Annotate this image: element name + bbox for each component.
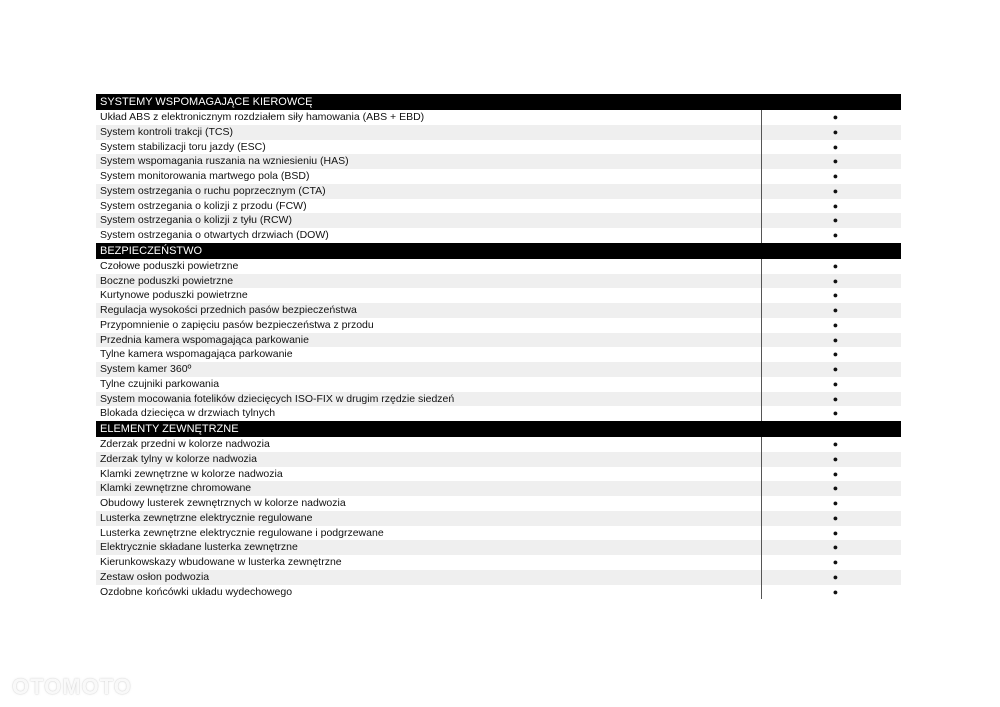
feature-label: Lusterka zewnętrzne elektrycznie regulowane i podgrzewane xyxy=(96,526,762,541)
availability-mark: ● xyxy=(832,378,839,389)
table-row xyxy=(96,228,901,243)
availability-mark: ● xyxy=(832,408,839,419)
availability-mark: ● xyxy=(832,571,839,582)
table-row xyxy=(96,540,901,555)
availability-mark: ● xyxy=(832,349,839,360)
availability-mark: ● xyxy=(832,215,839,226)
feature-label: System wspomagania ruszania na wzniesieniu (HAS) xyxy=(96,154,762,169)
table-row xyxy=(96,347,901,362)
table-row xyxy=(96,154,901,169)
table-row xyxy=(96,288,901,303)
section-header-exterior: ELEMENTY ZEWNĘTRZNE xyxy=(96,421,901,437)
feature-label: Tylne czujniki parkowania xyxy=(96,377,762,392)
feature-label: System kontroli trakcji (TCS) xyxy=(96,125,762,140)
feature-label: Lusterka zewnętrzne elektrycznie regulowane xyxy=(96,511,762,526)
feature-label: System ostrzegania o ruchu poprzecznym (CTA) xyxy=(96,184,762,199)
spec-table xyxy=(96,94,901,599)
table-row xyxy=(96,392,901,407)
availability-mark: ● xyxy=(832,542,839,553)
feature-label: System ostrzegania o kolizji z tyłu (RCW) xyxy=(96,213,762,228)
feature-label: Przednia kamera wspomagająca parkowanie xyxy=(96,333,762,348)
table-row xyxy=(96,362,901,377)
table-row xyxy=(96,140,901,155)
feature-label: Układ ABS z elektronicznym rozdziałem siły hamowania (ABS + EBD) xyxy=(96,110,762,125)
availability-mark: ● xyxy=(832,468,839,479)
table-row xyxy=(96,184,901,199)
availability-mark: ● xyxy=(832,319,839,330)
table-row xyxy=(96,318,901,333)
feature-label: Kurtynowe poduszki powietrzne xyxy=(96,288,762,303)
table-row xyxy=(96,377,901,392)
table-row xyxy=(96,452,901,467)
feature-label: Zderzak tylny w kolorze nadwozia xyxy=(96,452,762,467)
feature-label: Zderzak przedni w kolorze nadwozia xyxy=(96,437,762,452)
table-row xyxy=(96,511,901,526)
availability-mark: ● xyxy=(832,512,839,523)
feature-label: Obudowy lusterek zewnętrznych w kolorze nadwozia xyxy=(96,496,762,511)
section-header-driver-assist: SYSTEMY WSPOMAGAJĄCE KIEROWCĘ xyxy=(96,94,901,110)
table-row xyxy=(96,274,901,289)
availability-mark: ● xyxy=(832,393,839,404)
availability-mark: ● xyxy=(832,171,839,181)
availability-mark: ● xyxy=(832,557,839,567)
feature-label: System kamer 360º xyxy=(96,362,762,377)
table-row xyxy=(96,333,901,348)
table-row xyxy=(96,467,901,482)
availability-mark: ● xyxy=(832,141,839,152)
feature-label: Zestaw osłon podwozia xyxy=(96,570,762,585)
table-row xyxy=(96,481,901,496)
table-row xyxy=(96,437,901,452)
availability-mark: ● xyxy=(832,185,839,196)
feature-label: Czołowe poduszki powietrzne xyxy=(96,259,762,274)
feature-label: Tylne kamera wspomagająca parkowanie xyxy=(96,347,762,362)
feature-label: Klamki zewnętrzne chromowane xyxy=(96,481,762,496)
availability-mark: ● xyxy=(832,275,839,286)
availability-mark: ● xyxy=(832,200,839,211)
availability-mark: ● xyxy=(832,156,839,167)
feature-label: System ostrzegania o otwartych drzwiach (DOW) xyxy=(96,228,762,243)
feature-label: Klamki zewnętrzne w kolorze nadwozia xyxy=(96,467,762,482)
availability-mark: ● xyxy=(832,498,839,508)
feature-label: Kierunkowskazy wbudowane w lusterka zewnętrzne xyxy=(96,555,762,570)
availability-mark: ● xyxy=(832,364,839,374)
feature-label: Boczne poduszki powietrzne xyxy=(96,274,762,289)
feature-label: System monitorowania martwego pola (BSD) xyxy=(96,169,762,184)
table-row xyxy=(96,125,901,140)
table-row xyxy=(96,555,901,570)
feature-label: System stabilizacji toru jazdy (ESC) xyxy=(96,140,762,155)
feature-label: Regulacja wysokości przednich pasów bezpieczeństwa xyxy=(96,303,762,318)
availability-mark: ● xyxy=(832,260,839,271)
feature-label: Ozdobne końcówki układu wydechowego xyxy=(96,585,762,600)
table-row xyxy=(96,570,901,585)
availability-mark: ● xyxy=(832,230,839,240)
feature-label: Przypomnienie o zapięciu pasów bezpieczeństwa z przodu xyxy=(96,318,762,333)
availability-mark: ● xyxy=(832,305,839,315)
availability-mark: ● xyxy=(832,334,839,345)
table-row xyxy=(96,303,901,318)
table-row xyxy=(96,169,901,184)
table-row xyxy=(96,199,901,214)
feature-label: System mocowania fotelików dziecięcych ISO-FIX w drugim rzędzie siedzeń xyxy=(96,392,762,407)
table-row xyxy=(96,259,901,274)
feature-label: Elektrycznie składane lusterka zewnętrzne xyxy=(96,540,762,555)
table-row xyxy=(96,496,901,511)
availability-mark: ● xyxy=(832,483,839,494)
availability-mark: ● xyxy=(832,586,839,597)
availability-mark: ● xyxy=(832,453,839,464)
table-row xyxy=(96,213,901,228)
watermark-logo: OTOMOTO xyxy=(12,674,132,699)
availability-mark: ● xyxy=(832,112,839,122)
table-row xyxy=(96,526,901,541)
availability-mark: ● xyxy=(832,126,839,137)
table-row xyxy=(96,110,901,125)
feature-label: System ostrzegania o kolizji z przodu (FCW) xyxy=(96,199,762,214)
availability-mark: ● xyxy=(832,439,839,449)
availability-mark: ● xyxy=(832,290,839,301)
section-header-safety: BEZPIECZEŃSTWO xyxy=(96,243,901,259)
feature-label: Blokada dziecięca w drzwiach tylnych xyxy=(96,406,762,421)
table-row xyxy=(96,585,901,600)
availability-mark: ● xyxy=(832,527,839,538)
table-row xyxy=(96,406,901,421)
